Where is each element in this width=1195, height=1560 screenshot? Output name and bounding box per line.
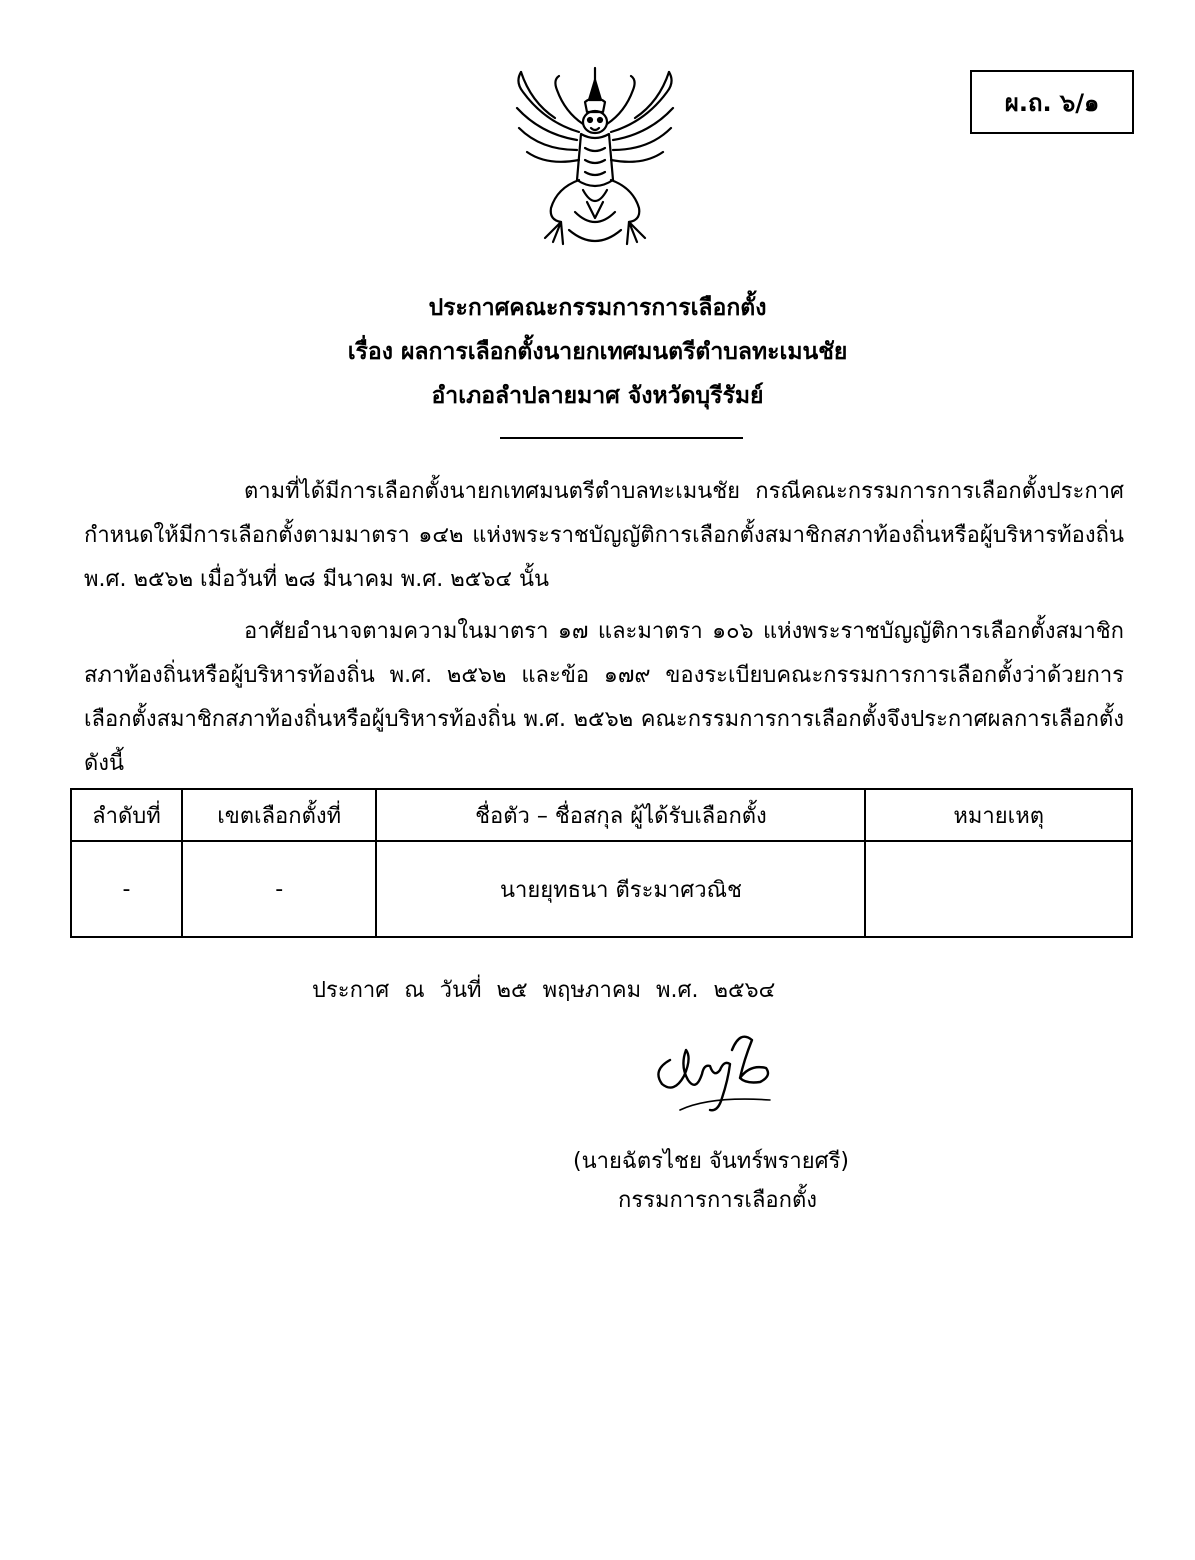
body-paragraph-1: ตามที่ได้มีการเลือกตั้งนายกเทศมนตรีตำบลทะเมนชัย กรณีคณะกรรมการการเลือกตั้งประกาศกำหนดให้มีการเลือกตั้งตามมาตรา ๑๔๒ แห่งพระราชบัญญัติการเลือกตั้งสมาชิกสภาท้องถิ่นหรือผู้บริหารท้องถิ่น พ.ศ. ๒๕๖๒ เมื่อวันที่ ๒๘ มีนาคม พ.ศ. ๒๕๖๔ นั้น (84, 479, 1124, 592)
form-code: ผ.ถ. ๖/๑ (1004, 88, 1100, 117)
signer-name: (นายฉัตรไชย จันทร์พรายศรี) (573, 1149, 850, 1174)
title-divider (500, 437, 743, 439)
announcement-date: ประกาศ ณ วันที่ ๒๕ พฤษภาคม พ.ศ. ๒๕๖๔ (312, 978, 776, 1003)
garuda-emblem-icon (505, 62, 685, 262)
table-row (71, 841, 1132, 937)
election-results-table (70, 788, 1133, 938)
column-header-order: ลำดับที่ (71, 789, 182, 841)
announcement-subject: เรื่อง ผลการเลือกตั้งนายกเทศมนตรีตำบลทะเมนชัย (347, 339, 848, 365)
announcement-location: อำเภอลำปลายมาศ จังหวัดบุรีรัมย์ (431, 383, 764, 409)
cell-elected-name: นายยุทธนา ตีระมาศวณิช (376, 841, 865, 937)
column-header-name: ชื่อตัว – ชื่อสกุล ผู้ได้รับเลือกตั้ง (376, 789, 865, 841)
body-paragraph-2: อาศัยอำนาจตามความในมาตรา ๑๗ และมาตรา ๑๐๖ แห่งพระราชบัญญัติการเลือกตั้งสมาชิกสภาท้องถิ่นหรือผู้บริหารท้องถิ่น พ.ศ. ๒๕๖๒ และข้อ ๑๗๙ ของระเบียบคณะกรรมการการเลือกตั้งว่าด้วยการเลือกตั้งสมาชิกสภาท้องถิ่นหรือผู้บริหารท้องถิ่น พ.ศ. ๒๕๖๒ คณะกรรมการการเลือกตั้งจึงประกาศผลการเลือกตั้ง ดังนี้ (84, 619, 1124, 776)
signature-image (640, 1020, 780, 1120)
signer-position: กรรมการการเลือกตั้ง (618, 1188, 817, 1213)
column-header-district: เขตเลือกตั้งที่ (182, 789, 377, 841)
column-header-remarks: หมายเหตุ (865, 789, 1132, 841)
announcement-title: ประกาศคณะกรรมการการเลือกตั้ง (428, 295, 767, 321)
cell-district: - (182, 841, 377, 937)
cell-remarks (865, 841, 1132, 937)
cell-order: - (71, 841, 182, 937)
form-code-box (970, 70, 1134, 134)
table-header-row (71, 789, 1132, 841)
